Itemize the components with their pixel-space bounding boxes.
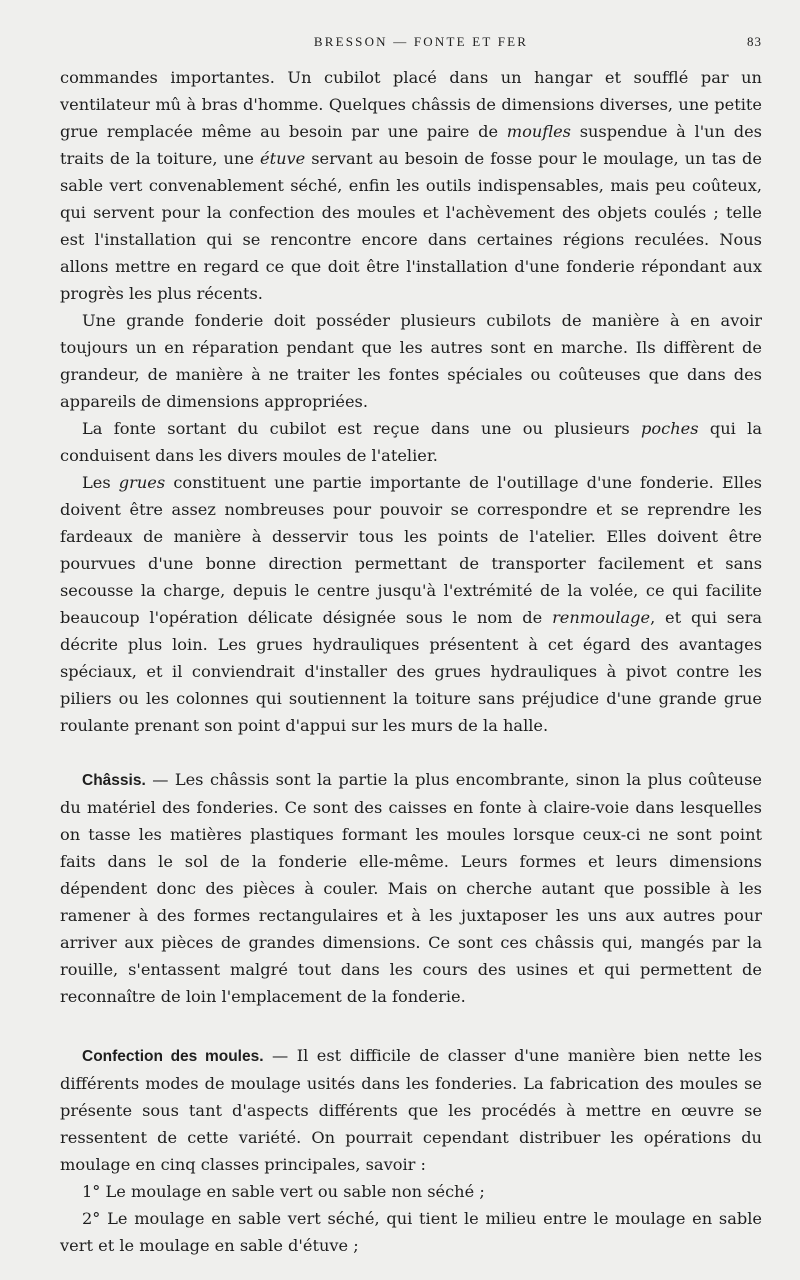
italic-term: renmoulage [552,608,651,627]
paragraph [60,415,762,469]
text-run: commandes importantes. Un cubilot placé dans un hangar et soufflé par un ventilateur mû à bras d'homme. Quelques châssis de dimensions diverses, une petite grue remplacée même au besoin par une paire de [60,68,762,141]
paragraph [60,64,762,307]
list-item [60,1178,762,1205]
list-item [60,1205,762,1259]
text-run: , et qui sera décrite plus loin. Les grues hydrauliques présentent à cet égard des avantages spéciaux, et il conviendrait d'installer des grues hydrauliques à pivot contre les piliers ou les colonnes qui soutiennent la toiture sans préjudice d'une grande grue roulante prenant son point d'appui sur les murs de la halle. [60,608,762,735]
text-run: servant au besoin de fosse pour le moulage, un tas de sable vert convenablement séché, enfin les outils indispensables, mais peu coûteux, qui servent pour la confection des moules et l'achèvement des objets coulés ; telle est l'installation qui se rencontre encore dans certaines régions reculées. Nous allons mettre en regard ce que doit être l'installation d'une fonderie répondant aux progrès les plus récents. [60,149,762,303]
running-head: BRESSON — FONTE ET FER [313,34,529,49]
text-run: La fonte sortant du cubilot est reçue dans une ou plusieurs [82,419,642,438]
text-run: constituent une partie importante de l'outillage d'une fonderie. Elles doivent être assez nombreuses pour pouvoir se correspondre et se reprendre les fardeaux de manière à desservir tous les points de l'atelier. Elles doivent être pourvues d'une bonne direction permettant de transporter facilement et sans secousse la charge, depuis le centre jusqu'à l'extrémité de la volée, ce qui facilite beaucoup l'opération délicate désignée sous le nom de [60,473,762,627]
paragraph [60,469,762,739]
text-run: qui la conduisent dans les divers moules de l'atelier. [60,419,763,465]
text-run: 1° Le moulage en sable vert ou sable non séché ; [82,1182,485,1201]
text-run: 2° Le moulage en sable vert séché, qui tient le milieu entre le moulage en sable vert et le moulage en sable d'étuve ; [60,1209,762,1255]
section-heading: Châssis. [82,772,146,789]
section-paragraph-chassis [60,766,762,1010]
text-run: Une grande fonderie doit posséder plusieurs cubilots de manière à en avoir toujours un en réparation pendant que les autres sont en marche. Ils diffèrent de grandeur, de manière à ne traiter les fontes spéciales ou coûteuses que dans des appareils de dimensions appropriées. [60,311,762,411]
text-run: — Il est difficile de classer d'une manière bien nette les différents modes de moulage usités dans les fonderies. La fabrication des moules se présente sous tant d'aspects différents que les procédés à mettre en œuvre se ressentent de cette variété. On pourrait cependant distribuer les opérations du moulage en cinq classes principales, savoir : [60,1046,762,1174]
italic-term: moufles [506,122,571,141]
section-paragraph-confection-des-moules [60,1042,762,1178]
page-number: 83 [747,34,762,49]
section-heading: Confection des moules. [82,1048,264,1065]
text-run: Les [82,473,119,492]
text-run: suspendue à l'un des traits de la toiture, une [60,122,762,168]
italic-term: poches [641,419,699,438]
text-run: — Les châssis sont la partie la plus encombrante, sinon la plus coûteuse du matériel des fonderies. Ce sont des caisses en fonte à claire-voie dans lesquelles on tasse les matières plastiques formant les moules lorsque ceux-ci ne sont point faits dans le sol de la fonderie elle-même. Leurs formes et leurs dimensions dépendent donc des pièces à couler. Mais on cherche autant que possible à les ramener à des formes rectangulaires et à les juxtaposer les uns aux autres pour arriver aux pièces de grandes dimensions. Ce sont ces châssis qui, mangés par la rouille, s'entassent malgré tout dans les cours des usines et qui permettent de reconnaître de loin l'emplacement de la fonderie. [60,770,762,1006]
paragraph [60,307,762,415]
italic-term: étuve [259,149,306,168]
page-header [60,34,762,64]
italic-term: grues [118,473,166,492]
page-body [60,64,762,1259]
